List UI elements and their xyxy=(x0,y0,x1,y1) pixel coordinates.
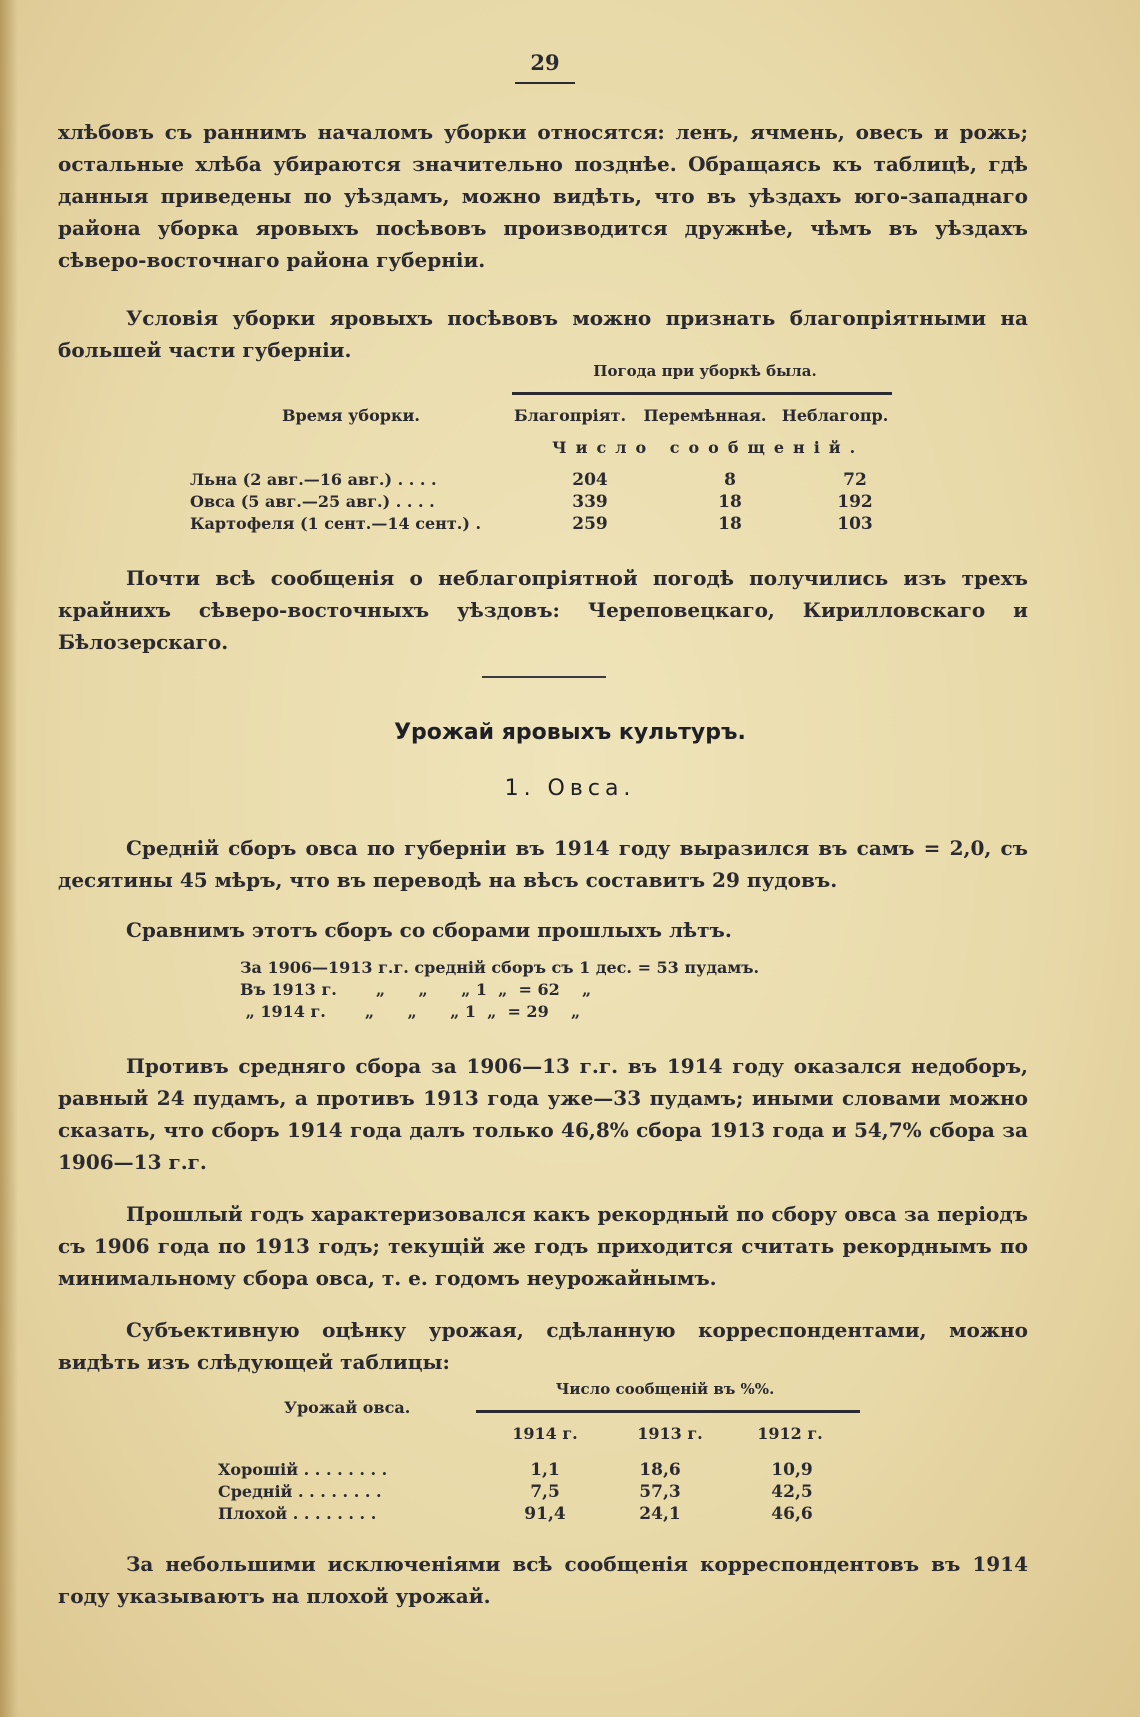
section-heading: Урожай яровыхъ культуръ. xyxy=(394,720,746,745)
paragraph-shortfall: Противъ средняго сбора за 1906—13 г.г. въ 1914 году оказался недоборъ, равный 24 пудамъ, а противъ 1913 года уже—33 пудамъ; иными словами можно сказать, что сборъ 1914 года далъ только 46,8% сбора 1913 года и 54,7% сбора за 1906—13 г.г. xyxy=(58,1054,1028,1174)
harvest-cell: 10,9 xyxy=(771,1460,813,1480)
weather-cell: 103 xyxy=(837,514,873,534)
harvest-table-group-header: Число сообщеній въ %%. xyxy=(555,1380,775,1398)
weather-table-group-header: Погода при уборкѣ была. xyxy=(593,362,817,380)
paragraph-harvest-timing: хлѣбовъ съ раннимъ началомъ уборки относятся: ленъ, ячмень, овесъ и рожь; остальные хлѣба убираются значительно позднѣе. Обращаясь къ таблицѣ, гдѣ данныя приведены по уѣздамъ, можно видѣть, что въ уѣздахъ юго-западнаго района уборка яровыхъ посѣвовъ производится дружнѣе, чѣмъ въ уѣздахъ сѣверо-восточнаго района губерніи. xyxy=(58,120,1028,272)
weather-table-row-header: Время уборки. xyxy=(282,406,420,425)
page-number-underline xyxy=(515,82,575,84)
harvest-col-1913: 1913 г. xyxy=(637,1424,703,1443)
section-subheading: 1. Овса. xyxy=(504,776,636,801)
harvest-cell: 57,3 xyxy=(639,1482,681,1502)
harvest-table-row-header: Урожай овса. xyxy=(284,1398,411,1417)
weather-cell: 8 xyxy=(724,470,736,490)
page-number: 29 xyxy=(530,50,560,75)
harvest-cell: 42,5 xyxy=(771,1482,813,1502)
weather-cell: 72 xyxy=(843,470,867,490)
paragraph-compare-intro: Сравнимъ этотъ сборъ со сборами прошлыхъ лѣтъ. xyxy=(126,918,732,942)
harvest-cell: 24,1 xyxy=(639,1504,681,1524)
weather-cell: 339 xyxy=(572,492,608,512)
harvest-table-rule xyxy=(476,1410,860,1413)
harvest-cell: 91,4 xyxy=(524,1504,566,1524)
section-divider xyxy=(482,676,606,678)
weather-cell: 204 xyxy=(572,470,608,490)
weather-cell: 18 xyxy=(718,492,742,512)
paragraph-conclusion: За небольшими исключеніями всѣ сообщенія корреспондентовъ въ 1914 году указываютъ на плохой урожай. xyxy=(58,1552,1028,1608)
spine-shadow xyxy=(0,0,18,1717)
harvest-cell: 7,5 xyxy=(530,1482,560,1502)
paragraph-subjective-estimate: Субъективную оцѣнку урожая, сдѣланную корреспондентами, можно видѣть изъ слѣдующей таблицы: xyxy=(58,1318,1028,1374)
weather-cell: 18 xyxy=(718,514,742,534)
weather-cell: 192 xyxy=(837,492,873,512)
harvest-col-1912: 1912 г. xyxy=(757,1424,823,1443)
weather-unit-row: Число сообщеній. xyxy=(552,438,865,457)
paragraph-average-yield: Среднiй сборъ овса по губерніи въ 1914 году выразился въ самъ = 2,0, съ десятины 45 мѣръ, что въ переводѣ на вѣсъ составитъ 29 пудовъ. xyxy=(58,836,1028,892)
harvest-cell: 1,1 xyxy=(530,1460,560,1480)
harvest-row-label: Хорошій . . . . . . . . xyxy=(218,1460,388,1479)
comparison-line: Въ 1913 г. „ „ „ 1 „ = 62 „ xyxy=(240,980,592,999)
weather-cell: 259 xyxy=(572,514,608,534)
weather-table-rule xyxy=(512,392,892,395)
weather-row-label: Льна (2 авг.—16 авг.) . . . . xyxy=(190,470,437,489)
weather-col-variable: Перемѣнная. xyxy=(643,406,767,425)
paragraph-harvest-conditions: Условія уборки яровыхъ посѣвовъ можно признать благопріятными на большей части губерніи. xyxy=(58,306,1028,362)
weather-row-label: Овса (5 авг.—25 авг.) . . . . xyxy=(190,492,435,511)
paragraph-record-year: Прошлый годъ характеризовался какъ рекордный по сбору овса за періодъ съ 1906 года по 1913 годъ; текущій же годъ приходится считать рекорднымъ по минимальному сбора овса, т. е. годомъ неурожайнымъ. xyxy=(58,1202,1028,1290)
harvest-row-label: Плохой . . . . . . . . xyxy=(218,1504,377,1523)
harvest-cell: 18,6 xyxy=(639,1460,681,1480)
harvest-col-1914: 1914 г. xyxy=(512,1424,578,1443)
comparison-line: За 1906—1913 г.г. средній сборъ съ 1 дес. = 53 пудамъ. xyxy=(240,958,760,977)
weather-col-unfavorable: Неблагопр. xyxy=(781,406,889,425)
weather-col-favorable: Благопріят. xyxy=(513,406,627,425)
harvest-cell: 46,6 xyxy=(771,1504,813,1524)
paragraph-unfavorable-weather: Почти всѣ сообщенія о неблагопріятной погодѣ получились изъ трехъ крайнихъ сѣверо-восточныхъ уѣздовъ: Череповецкаго, Кирилловскаго и Бѣлозерскаго. xyxy=(58,566,1028,654)
weather-row-label: Картофеля (1 сент.—14 сент.) . xyxy=(190,514,482,533)
harvest-row-label: Средній . . . . . . . . xyxy=(218,1482,382,1501)
comparison-line: „ 1914 г. „ „ „ 1 „ = 29 „ xyxy=(240,1002,581,1021)
